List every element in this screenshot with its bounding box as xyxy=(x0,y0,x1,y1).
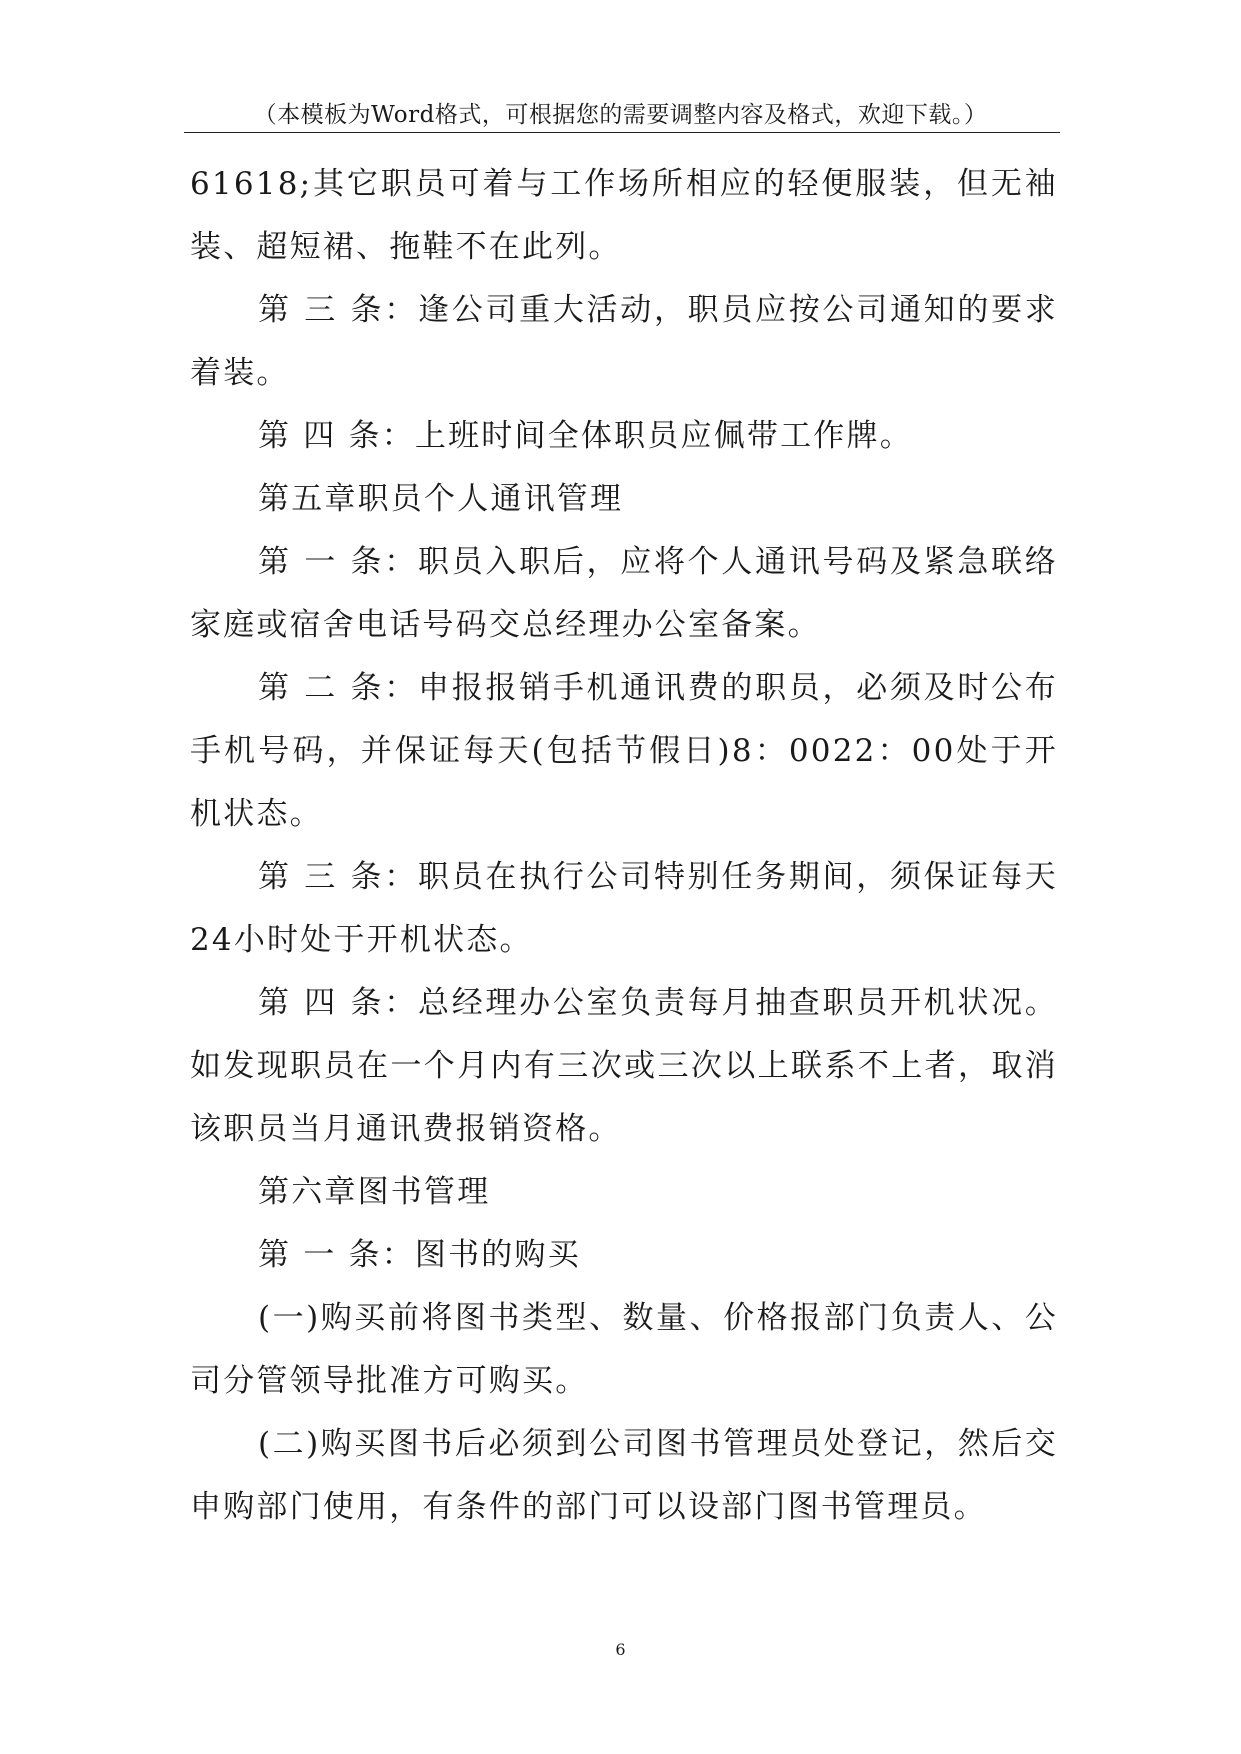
paragraph: (一)购买前将图书类型、数量、价格报部门负责人、公司分管领导批准方可购买。 xyxy=(190,1300,1058,1399)
paragraph: 第 四 条：上班时间全体职员应佩带工作牌。 xyxy=(258,418,913,454)
header-divider xyxy=(184,132,1060,133)
template-notice: （本模板为Word格式，可根据您的需要调整内容及格式，欢迎下载。） xyxy=(253,102,988,128)
chapter-heading: 第五章职员个人通讯管理 xyxy=(258,481,624,517)
paragraph: 第 一 条：图书的购买 xyxy=(258,1237,581,1273)
paragraph: 第 三 条：逢公司重大活动，职员应按公司通知的要求着装。 xyxy=(190,292,1058,391)
paragraph: (二)购买图书后必须到公司图书管理员处登记，然后交申购部门使用，有条件的部门可以设部门图书管理员。 xyxy=(190,1426,1058,1525)
chapter-heading: 第六章图书管理 xyxy=(258,1174,491,1210)
document-body xyxy=(190,153,1058,1539)
page-number: 6 xyxy=(615,1640,626,1659)
paragraph: 61618;其它职员可着与工作场所相应的轻便服装，但无袖装、超短裙、拖鞋不在此列。 xyxy=(190,166,1058,265)
paragraph: 第 二 条：申报报销手机通讯费的职员，必须及时公布手机号码，并保证每天(包括节假日)8：0022：00处于开机状态。 xyxy=(190,670,1058,832)
paragraph: 第 三 条：职员在执行公司特别任务期间，须保证每天24小时处于开机状态。 xyxy=(190,859,1058,958)
paragraph: 第 四 条：总经理办公室负责每月抽查职员开机状况。如发现职员在一个月内有三次或三次以上联系不上者，取消该职员当月通讯费报销资格。 xyxy=(190,985,1058,1147)
paragraph: 第 一 条：职员入职后，应将个人通讯号码及紧急联络家庭或宿舍电话号码交总经理办公室备案。 xyxy=(190,544,1058,643)
